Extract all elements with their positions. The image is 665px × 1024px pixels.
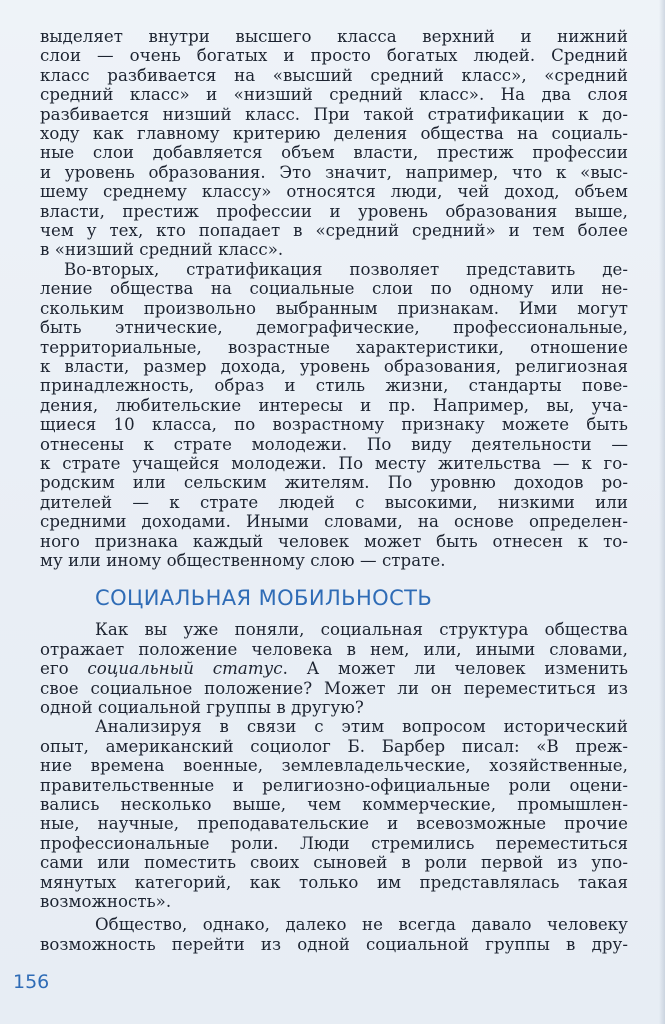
text-line: дителей — к страте людей с высокими, низкими или [40, 492, 628, 512]
text-line: родским или сельским жителям. По уровню доходов ро- [40, 473, 628, 493]
text-line: отнесены к страте молодежи. По виду деятельности — [40, 434, 628, 454]
text-line: правительственные и религиозно-официальные роли оцени- [40, 775, 628, 795]
text-line: сами или поместить своих сыновей в роли первой из упо- [40, 853, 628, 873]
text-line: одной социальной группы в другую? [40, 698, 364, 717]
text-line: отражает положение человека в нем, или, иными словами, [40, 639, 628, 659]
italic-term: социальный статус [87, 659, 283, 679]
paragraph-2 [40, 260, 628, 571]
text-column [40, 27, 628, 954]
text-line: средними доходами. Иными словами, на основе определен- [40, 512, 628, 532]
text-fragment: его [40, 659, 88, 679]
text-line: ные слои добавляется объем власти, престиж профессии [40, 143, 628, 163]
text-line: мянутых категорий, как только им представлялась такая [40, 872, 628, 892]
text-line [40, 659, 628, 678]
text-fragment: . А может ли человек изменить [282, 659, 629, 679]
text-line: слои — очень богатых и просто богатых людей. Средний [40, 46, 628, 66]
text-line: ление общества на социальные слои по одному или не- [40, 279, 628, 299]
text-line: и уровень образования. Это значит, например, что к «выс- [40, 162, 628, 182]
paragraph-3 [40, 620, 628, 717]
text-line: вались несколько выше, чем коммерческие, промышлен- [40, 795, 628, 815]
text-line: возможность». [40, 892, 172, 912]
text-line: средний класс» и «низший средний класс». На два слоя [40, 85, 628, 105]
page-edge-shadow [659, 0, 665, 1024]
text-line: класс разбивается на «высший средний класс», «средний [40, 65, 628, 85]
text-line: ние времена военные, землевладельческие, хозяйственные, [40, 756, 628, 776]
text-line: возможность перейти из одной социальной группы в дру- [40, 934, 628, 954]
text-line: дения, любительские интересы и пр. Например, вы, уча- [40, 395, 628, 415]
text-line: чем у тех, кто попадает в «средний средний» и тем более [40, 221, 628, 241]
text-line: му или иному общественному слою — страте. [40, 550, 446, 570]
text-line: принадлежность, образ и стиль жизни, стандарты пове- [40, 376, 628, 396]
text-line: ного признака каждый человек может быть отнесен к то- [40, 531, 628, 551]
text-line: в «низший средний класс». [40, 240, 284, 260]
text-line: профессиональные роли. Люди стремились переместиться [40, 833, 628, 853]
text-line: ные, научные, преподавательские и всевозможные прочие [40, 814, 628, 834]
text-line: разбивается низший класс. При такой стратификации к до- [40, 104, 628, 124]
text-line: ходу как главному критерию деления общества на социаль- [40, 124, 628, 144]
text-line: территориальные, возрастные характеристики, отношение [40, 337, 628, 357]
text-line: быть этнические, демографические, профессиональные, [40, 318, 628, 338]
text-line: щиеся 10 класса, по возрастному признаку можете быть [40, 415, 628, 435]
text-line: шему среднему классу» относятся люди, чей доход, объем [40, 182, 628, 202]
text-line: Во-вторых, стратификация позволяет представить де- [64, 259, 628, 279]
text-line: опыт, американский социолог Б. Барбер писал: «В преж- [40, 736, 628, 756]
text-line: выделяет внутри высшего класса верхний и нижний [40, 27, 628, 46]
text-line: Как вы уже поняли, социальная структура общества [95, 620, 628, 640]
text-line: Общество, однако, далеко не всегда давало человеку [95, 915, 628, 935]
text-line: власти, престиж профессии и уровень образования выше, [40, 201, 628, 221]
paragraph-1 [40, 27, 628, 260]
text-line: к власти, размер дохода, уровень образования, религиозная [40, 356, 628, 376]
text-line: Анализируя в связи с этим вопросом исторический [95, 717, 628, 737]
section-heading: СОЦИАЛЬНАЯ МОБИЛЬНОСТЬ [95, 586, 433, 611]
paragraph-5 [40, 915, 628, 954]
paragraph-4 [40, 717, 628, 911]
page-number: 156 [13, 971, 50, 993]
text-line: скольким произвольно выбранным признакам. Ими могут [40, 298, 628, 318]
text-line: к страте учащейся молодежи. По месту жительства — к го- [40, 453, 628, 473]
text-line: свое социальное положение? Может ли он переместиться из [40, 678, 628, 698]
